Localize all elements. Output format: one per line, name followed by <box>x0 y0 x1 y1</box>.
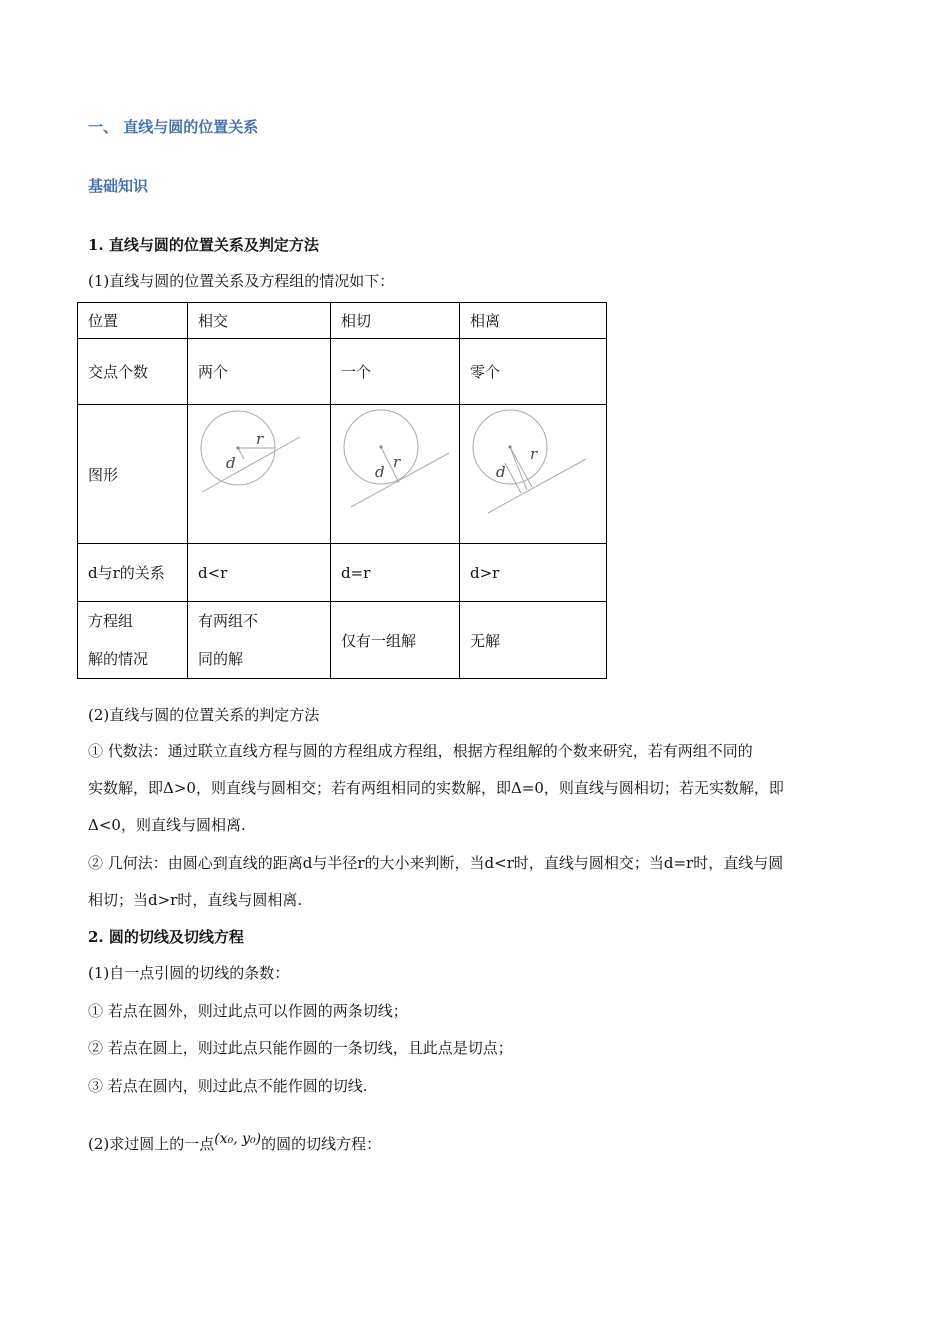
text-line: ② 几何法：由圆心到直线的距离d与半径r的大小来判断，当d<r时，直线与圆相交；当d=r时，直线与圆 <box>88 854 784 872</box>
table-cell: 两个 <box>188 339 331 405</box>
relation-table <box>77 302 607 679</box>
table-cell <box>78 602 188 679</box>
method-title: (2)直线与圆的位置关系的判定方法 <box>88 706 320 724</box>
text-line: 实数解，即Δ>0，则直线与圆相交；若有两组相同的实数解，即Δ=0，则直线与圆相切；若无实数解，即 <box>88 779 784 797</box>
table-cell-line: 有两组不 <box>198 612 259 630</box>
text-line: Δ<0，则直线与圆相离. <box>88 816 246 834</box>
table-row <box>78 544 607 602</box>
question2-prefix: (2)求过圆上的一点 <box>88 1135 215 1153</box>
figure-separate-cell <box>460 405 607 544</box>
section-heading: 一、 直线与圆的位置关系 <box>88 118 259 136</box>
figure-r-label: r <box>393 453 401 471</box>
table-cell: 无解 <box>460 602 607 679</box>
item2-case2: ② 若点在圆上，则过此点只能作圆的一条切线，且此点是切点； <box>88 1039 513 1057</box>
figure-d-label: d <box>226 454 236 472</box>
table-cell: 图形 <box>78 405 188 544</box>
table-cell: 交点个数 <box>78 339 188 405</box>
table-cell <box>188 602 331 679</box>
table-cell-line: 同的解 <box>198 650 244 668</box>
table-cell: 零个 <box>460 339 607 405</box>
item2-case3: ③ 若点在圆内，则过此点不能作圆的切线. <box>88 1077 368 1095</box>
table-cell: 相切 <box>331 303 460 339</box>
table-cell: d>r <box>460 544 607 602</box>
figure-d-label: d <box>496 463 506 481</box>
table-row <box>78 405 607 544</box>
figure-r-label: r <box>256 430 264 448</box>
table-cell: 一个 <box>331 339 460 405</box>
text-line: 相切；当d>r时，直线与圆相离. <box>88 891 303 909</box>
figure-intersecting-cell <box>188 405 331 544</box>
table-cell-line: 方程组 <box>88 612 134 630</box>
text-line: ① 代数法：通过联立直线方程与圆的方程组成方程组，根据方程组解的个数来研究，若有两组不同的 <box>88 742 753 760</box>
table-row <box>78 602 607 679</box>
figure-tangent-cell <box>331 405 460 544</box>
table-row <box>78 303 607 339</box>
table-cell: d<r <box>188 544 331 602</box>
table-cell: d=r <box>331 544 460 602</box>
figure-d-label: d <box>375 463 385 481</box>
subheading-basics: 基础知识 <box>88 177 149 195</box>
item2-title: 2. 圆的切线及切线方程 <box>88 928 244 946</box>
question2-suffix: 的圆的切线方程： <box>261 1135 382 1153</box>
figure-separate <box>460 405 606 543</box>
item1-intro: (1)直线与圆的位置关系及方程组的情况如下： <box>88 272 395 290</box>
figure-r-label: r <box>530 445 538 463</box>
item2-question2 <box>88 1133 381 1154</box>
item1-title: 1. 直线与圆的位置关系及判定方法 <box>88 236 319 254</box>
table-cell: d与r的关系 <box>78 544 188 602</box>
item2-intro: (1)自一点引圆的切线的条数： <box>88 964 290 982</box>
table-cell: 仅有一组解 <box>331 602 460 679</box>
figure-tangent <box>331 405 459 543</box>
table-cell: 相交 <box>188 303 331 339</box>
table-cell: 相离 <box>460 303 607 339</box>
geometry-method <box>88 845 868 919</box>
table-cell-line: 解的情况 <box>88 650 149 668</box>
point-coordinates: (x₀, y₀) <box>214 1131 262 1147</box>
algebra-method <box>88 733 868 844</box>
table-cell: 位置 <box>78 303 188 339</box>
table-row <box>78 339 607 405</box>
item2-case1: ① 若点在圆外，则过此点可以作圆的两条切线； <box>88 1002 408 1020</box>
figure-intersecting <box>188 405 330 543</box>
